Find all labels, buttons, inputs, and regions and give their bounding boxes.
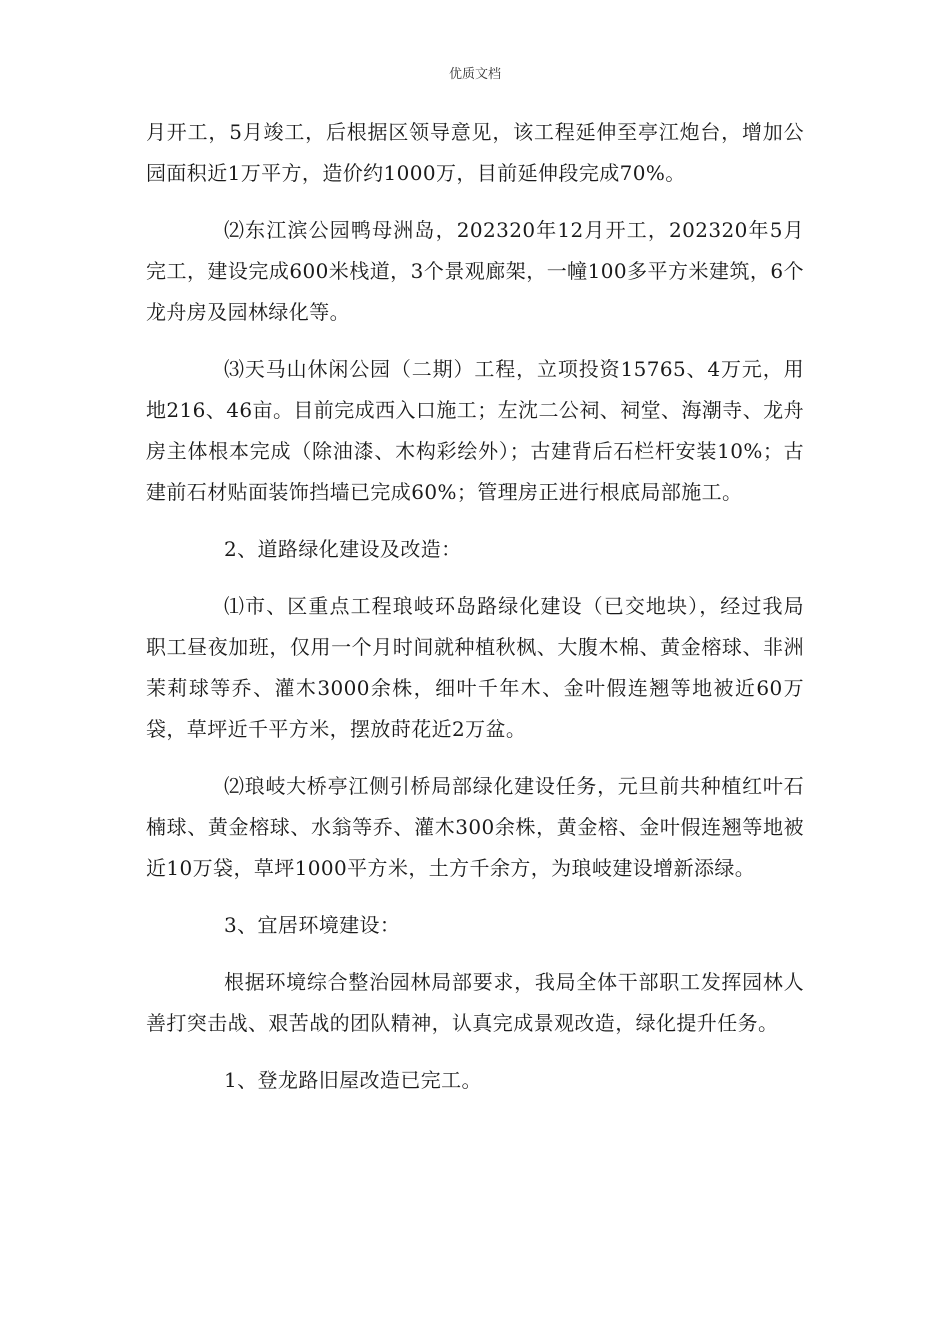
- section-heading-road-greening: 2、道路绿化建设及改造：: [224, 537, 462, 561]
- list-item-denglong-road: 1、登龙路旧屋改造已完工。: [224, 1068, 482, 1092]
- document-body: [146, 112, 804, 1117]
- paragraph-langqi-ring-road: ⑴市、区重点工程琅岐环岛路绿化建设（已交地块），经过我局职工昼夜加班，仅用一个月时间就种植秋枫、大腹木棉、黄金榕球、非洲茉莉球等乔、灌木3000余株，细叶千年木、金叶假连翘等地被近60万袋，草坪近千平方米，摆放莳花近2万盆。: [146, 594, 804, 741]
- section-heading-livable-environment: 3、宜居环境建设：: [224, 913, 401, 937]
- paragraph-environment-renovation: 根据环境综合整治园林局部要求，我局全体干部职工发挥园林人善打突击战、艰苦战的团队精神，认真完成景观改造，绿化提升任务。: [146, 970, 804, 1035]
- paragraph-continuation: 月开工，5月竣工，后根据区领导意见，该工程延伸至亭江炮台，增加公园面积近1万平方，造价约1000万，目前延伸段完成70%。: [146, 120, 804, 185]
- paragraph-dongjiangbin-park: ⑵东江滨公园鸭母洲岛，202320年12月开工，202320年5月完工，建设完成600米栈道，3个景观廊架，一幢100多平方米建筑，6个龙舟房及园林绿化等。: [146, 218, 804, 324]
- paragraph-langqi-bridge: ⑵琅岐大桥亭江侧引桥局部绿化建设任务，元旦前共种植红叶石楠球、黄金榕球、水翁等乔、灌木300余株，黄金榕、金叶假连翘等地被近10万袋，草坪1000平方米，土方千余方，为琅岐建设增新添绿。: [146, 774, 804, 880]
- page-header: 优质文档: [448, 67, 501, 82]
- paragraph-tianmashan-park: ⑶天马山休闲公园（二期）工程，立项投资15765、4万元，用地216、46亩。目前完成西入口施工；左沈二公祠、祠堂、海潮寺、龙舟房主体根本完成（除油漆、木构彩绘外）；古建背后石栏杆安装10%；古建前石材贴面装饰挡墙已完成60%；管理房正进行根底局部施工。: [146, 357, 804, 504]
